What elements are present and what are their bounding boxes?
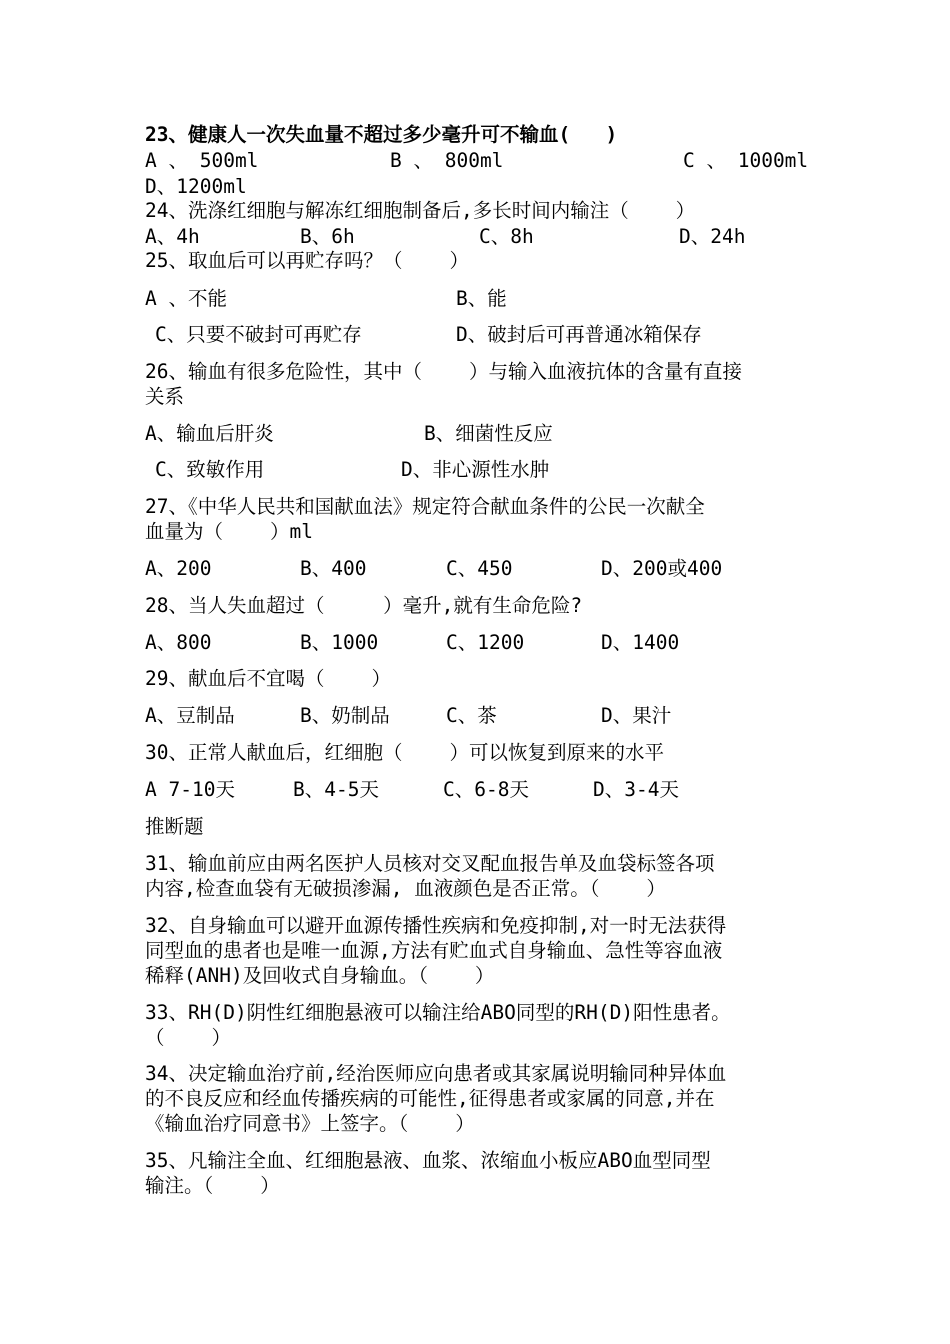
question-26 xyxy=(145,359,815,385)
judgement-31 xyxy=(145,851,815,877)
question-text: 、输血前应由两名医护人员核对交叉配血报告单及血袋标签各项 xyxy=(168,852,715,875)
option-a: A 、 500ml xyxy=(145,149,259,172)
question-text: 、自身输血可以避开血源传播性疾病和免疫抑制,对一时无法获得 xyxy=(168,914,727,937)
option-d: D、3-4天 xyxy=(593,778,679,801)
judgement-34-cont: 的不良反应和经血传播疾病的可能性,征得患者或家属的同意,并在 xyxy=(145,1087,715,1110)
question-number: 23 xyxy=(145,123,169,146)
question-27-options xyxy=(145,556,815,582)
question-29-options xyxy=(145,703,815,729)
question-27-text-cont: 血量为（ ）ml xyxy=(145,520,313,543)
question-26-options-row2 xyxy=(145,457,815,483)
question-30 xyxy=(145,740,815,766)
question-text: 、洗涤红细胞与解冻红细胞制备后,多长时间内输注（ ） xyxy=(168,199,696,222)
judgement-34-cont2: 《输血治疗同意书》上签字。（ ） xyxy=(145,1112,475,1135)
judgement-35 xyxy=(145,1148,815,1174)
question-number: 29 xyxy=(145,667,169,690)
question-number: 28 xyxy=(145,594,169,617)
option-d: D、24h xyxy=(679,225,746,248)
judgement-35-cont: 输注。（ ） xyxy=(145,1174,280,1197)
question-text: 、输血有很多危险性，其中（ ）与输入血液抗体的含量有直接 xyxy=(168,360,742,383)
question-24-options xyxy=(145,224,815,250)
option-c: C、只要不破封可再贮存 xyxy=(155,323,362,346)
option-a: A、豆制品 xyxy=(145,704,235,727)
question-28 xyxy=(145,593,815,619)
question-number: 26 xyxy=(145,360,169,383)
option-d: D、果汁 xyxy=(601,704,672,727)
option-a: A、输血后肝炎 xyxy=(145,422,274,445)
option-b: B、细菌性反应 xyxy=(424,422,553,445)
question-text: 、正常人献血后，红细胞（ ）可以恢复到原来的水平 xyxy=(168,741,664,764)
option-a: A 、不能 xyxy=(145,287,227,310)
question-text: 、健康人一次失血量不超过多少毫升可不输血( ) xyxy=(168,123,618,146)
option-c: C、8h xyxy=(479,225,534,248)
option-a: A、200 xyxy=(145,557,212,580)
question-26-text-cont: 关系 xyxy=(145,385,185,408)
judgement-33-cont: （ ） xyxy=(145,1026,231,1049)
judgement-34 xyxy=(145,1061,815,1087)
option-d: D、1400 xyxy=(601,631,680,654)
option-b: B、1000 xyxy=(300,631,379,654)
question-number: 32 xyxy=(145,914,169,937)
question-number: 35 xyxy=(145,1149,169,1172)
judgement-32 xyxy=(145,913,815,939)
question-number: 24 xyxy=(145,199,169,222)
option-d: D、200或400 xyxy=(601,557,723,580)
section-title: 推断题 xyxy=(145,815,204,838)
question-number: 30 xyxy=(145,741,169,764)
question-text: 、决定输血治疗前,经治医师应向患者或其家属说明输同种异体血 xyxy=(168,1062,727,1085)
option-c: C、450 xyxy=(446,557,513,580)
question-text: 、《中华人民共和国献血法》规定符合献血条件的公民一次献全 xyxy=(168,495,705,518)
option-c: C、致敏作用 xyxy=(155,458,265,481)
option-b: B、6h xyxy=(300,225,355,248)
question-text: 、凡输注全血、红细胞悬液、血浆、浓缩血小板应ABO血型同型 xyxy=(168,1149,711,1172)
option-c: C 、 1000ml xyxy=(683,149,809,172)
judgement-31-cont: 内容,检查血袋有无破损渗漏, 血液颜色是否正常。（ ） xyxy=(145,877,666,900)
question-text: 、当人失血超过（ ）毫升,就有生命危险? xyxy=(168,594,583,617)
option-b: B 、 800ml xyxy=(390,149,504,172)
question-number: 33 xyxy=(145,1001,169,1024)
question-number: 27 xyxy=(145,495,169,518)
option-d: D、1200ml xyxy=(145,175,247,198)
question-28-options xyxy=(145,630,815,656)
option-a: A、4h xyxy=(145,225,200,248)
option-a: A、800 xyxy=(145,631,212,654)
option-d: D、破封后可再普通冰箱保存 xyxy=(456,323,702,346)
question-29 xyxy=(145,666,815,692)
judgement-32-cont2: 稀释(ANH)及回收式自身输血。（ ） xyxy=(145,964,495,987)
judgement-33 xyxy=(145,1000,815,1026)
question-27 xyxy=(145,494,815,520)
question-text: 、取血后可以再贮存吗？（ ） xyxy=(168,249,469,272)
question-text: 、RH(D)阴性红细胞悬液可以输注给ABO同型的RH(D)阳性患者。 xyxy=(168,1001,731,1024)
option-d: D、非心源性水肿 xyxy=(401,458,550,481)
question-23 xyxy=(145,122,815,148)
question-number: 34 xyxy=(145,1062,169,1085)
option-c: C、茶 xyxy=(446,704,497,727)
question-number: 31 xyxy=(145,852,169,875)
question-24 xyxy=(145,198,815,224)
option-c: C、1200 xyxy=(446,631,525,654)
question-25-options-row2 xyxy=(145,322,815,348)
question-text: 、献血后不宜喝（ ） xyxy=(168,667,391,690)
question-26-options-row1 xyxy=(145,421,815,447)
option-a: A 7-10天 xyxy=(145,778,235,801)
question-25 xyxy=(145,248,815,274)
question-number: 25 xyxy=(145,249,169,272)
option-b: B、400 xyxy=(300,557,367,580)
question-25-options-row1 xyxy=(145,286,815,312)
option-b: B、4-5天 xyxy=(293,778,379,801)
option-b: B、能 xyxy=(456,287,507,310)
judgement-32-cont: 同型血的患者也是唯一血源,方法有贮血式自身输血、急性等容血液 xyxy=(145,939,723,962)
question-23-options xyxy=(145,148,815,174)
option-c: C、6-8天 xyxy=(443,778,529,801)
option-b: B、奶制品 xyxy=(300,704,390,727)
question-30-options xyxy=(145,777,815,803)
